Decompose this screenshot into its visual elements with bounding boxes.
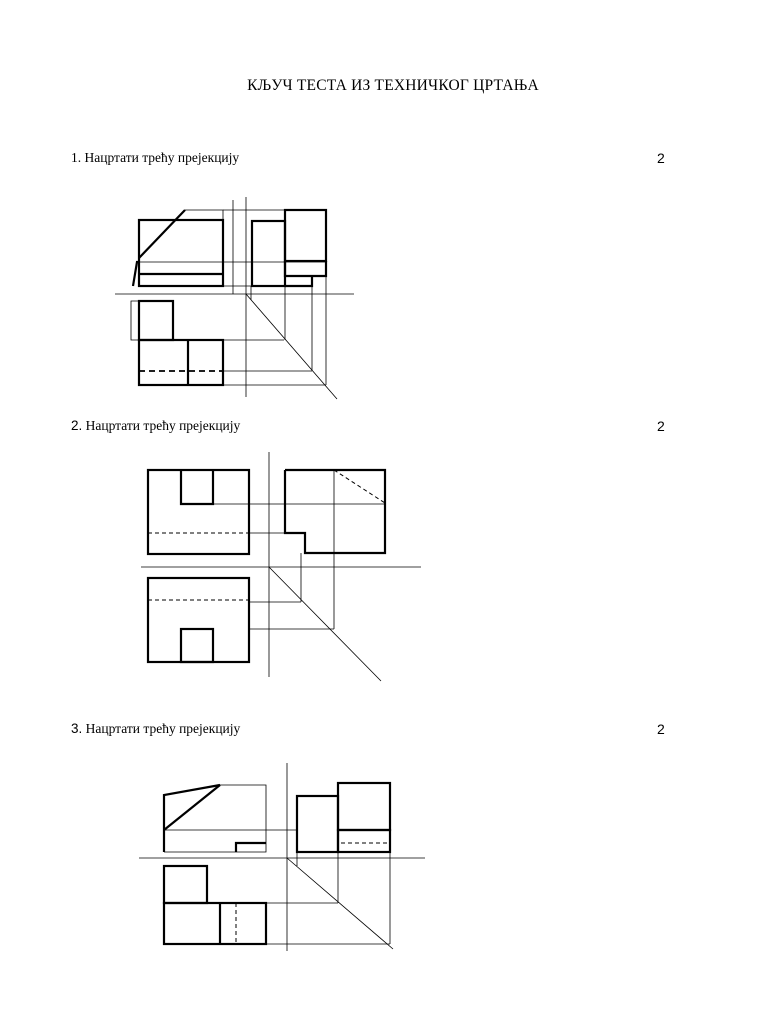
drawing-2-top-view: [148, 578, 249, 662]
drawing-2-top-notch: [181, 629, 213, 662]
drawing-3-top-upper: [164, 866, 207, 903]
drawing-2: [141, 452, 421, 681]
task-3-number: 3.: [71, 721, 83, 736]
drawing-1-top-view-ghost: [131, 301, 139, 340]
drawing-1-side-step: [285, 261, 326, 276]
drawing-3: [139, 763, 425, 951]
drawing-1-side-bottom: [285, 276, 312, 286]
drawing-1-side-left: [252, 221, 285, 286]
drawing-3-side-bottom: [338, 830, 390, 852]
drawing-1-front-view: [139, 220, 223, 286]
drawing-2-front-notch: [181, 470, 213, 504]
drawing-2-side-hidden: [334, 470, 385, 503]
drawing-2-front-view: [148, 470, 249, 554]
drawing-1-top-view-lower: [139, 340, 223, 385]
drawing-3-top-lower: [164, 903, 266, 944]
drawing-1-top-view-upper: [139, 301, 173, 340]
drawing-1-front-chamfer: [139, 210, 185, 258]
drawing-1: [115, 197, 354, 399]
task-1-number: 1.: [71, 150, 82, 165]
drawing-3-miter-line: [287, 858, 393, 949]
drawing-1-front-top-thin: [185, 210, 223, 220]
drawing-2-miter-line: [269, 567, 381, 681]
drawing-3-side-top: [338, 783, 390, 830]
task-1-points: 2: [657, 150, 665, 166]
drawing-3-front-chamfer: [164, 785, 220, 830]
task-3-points: 2: [657, 721, 665, 737]
drawing-1-side-right: [285, 210, 326, 261]
drawing-2-side-view: [285, 470, 385, 553]
drawing-3-side-left: [297, 796, 338, 852]
task-2-text: Нацртати трећу прејекцију: [85, 418, 241, 433]
document-title: КЉУЧ ТЕСТА ИЗ ТЕХНИЧКОГ ЦРТАЊА: [247, 77, 539, 94]
task-2-points: 2: [657, 418, 665, 434]
drawing-3-front-step: [236, 843, 266, 852]
task-3-text: Нацртати трећу прејекцију: [85, 721, 241, 736]
task-1-text: Нацртати трећу прејекцију: [84, 150, 240, 165]
drawing-3-front-left: [164, 785, 220, 852]
task-2-number: 2.: [71, 418, 83, 433]
drawing-1-miter-line: [246, 294, 337, 399]
